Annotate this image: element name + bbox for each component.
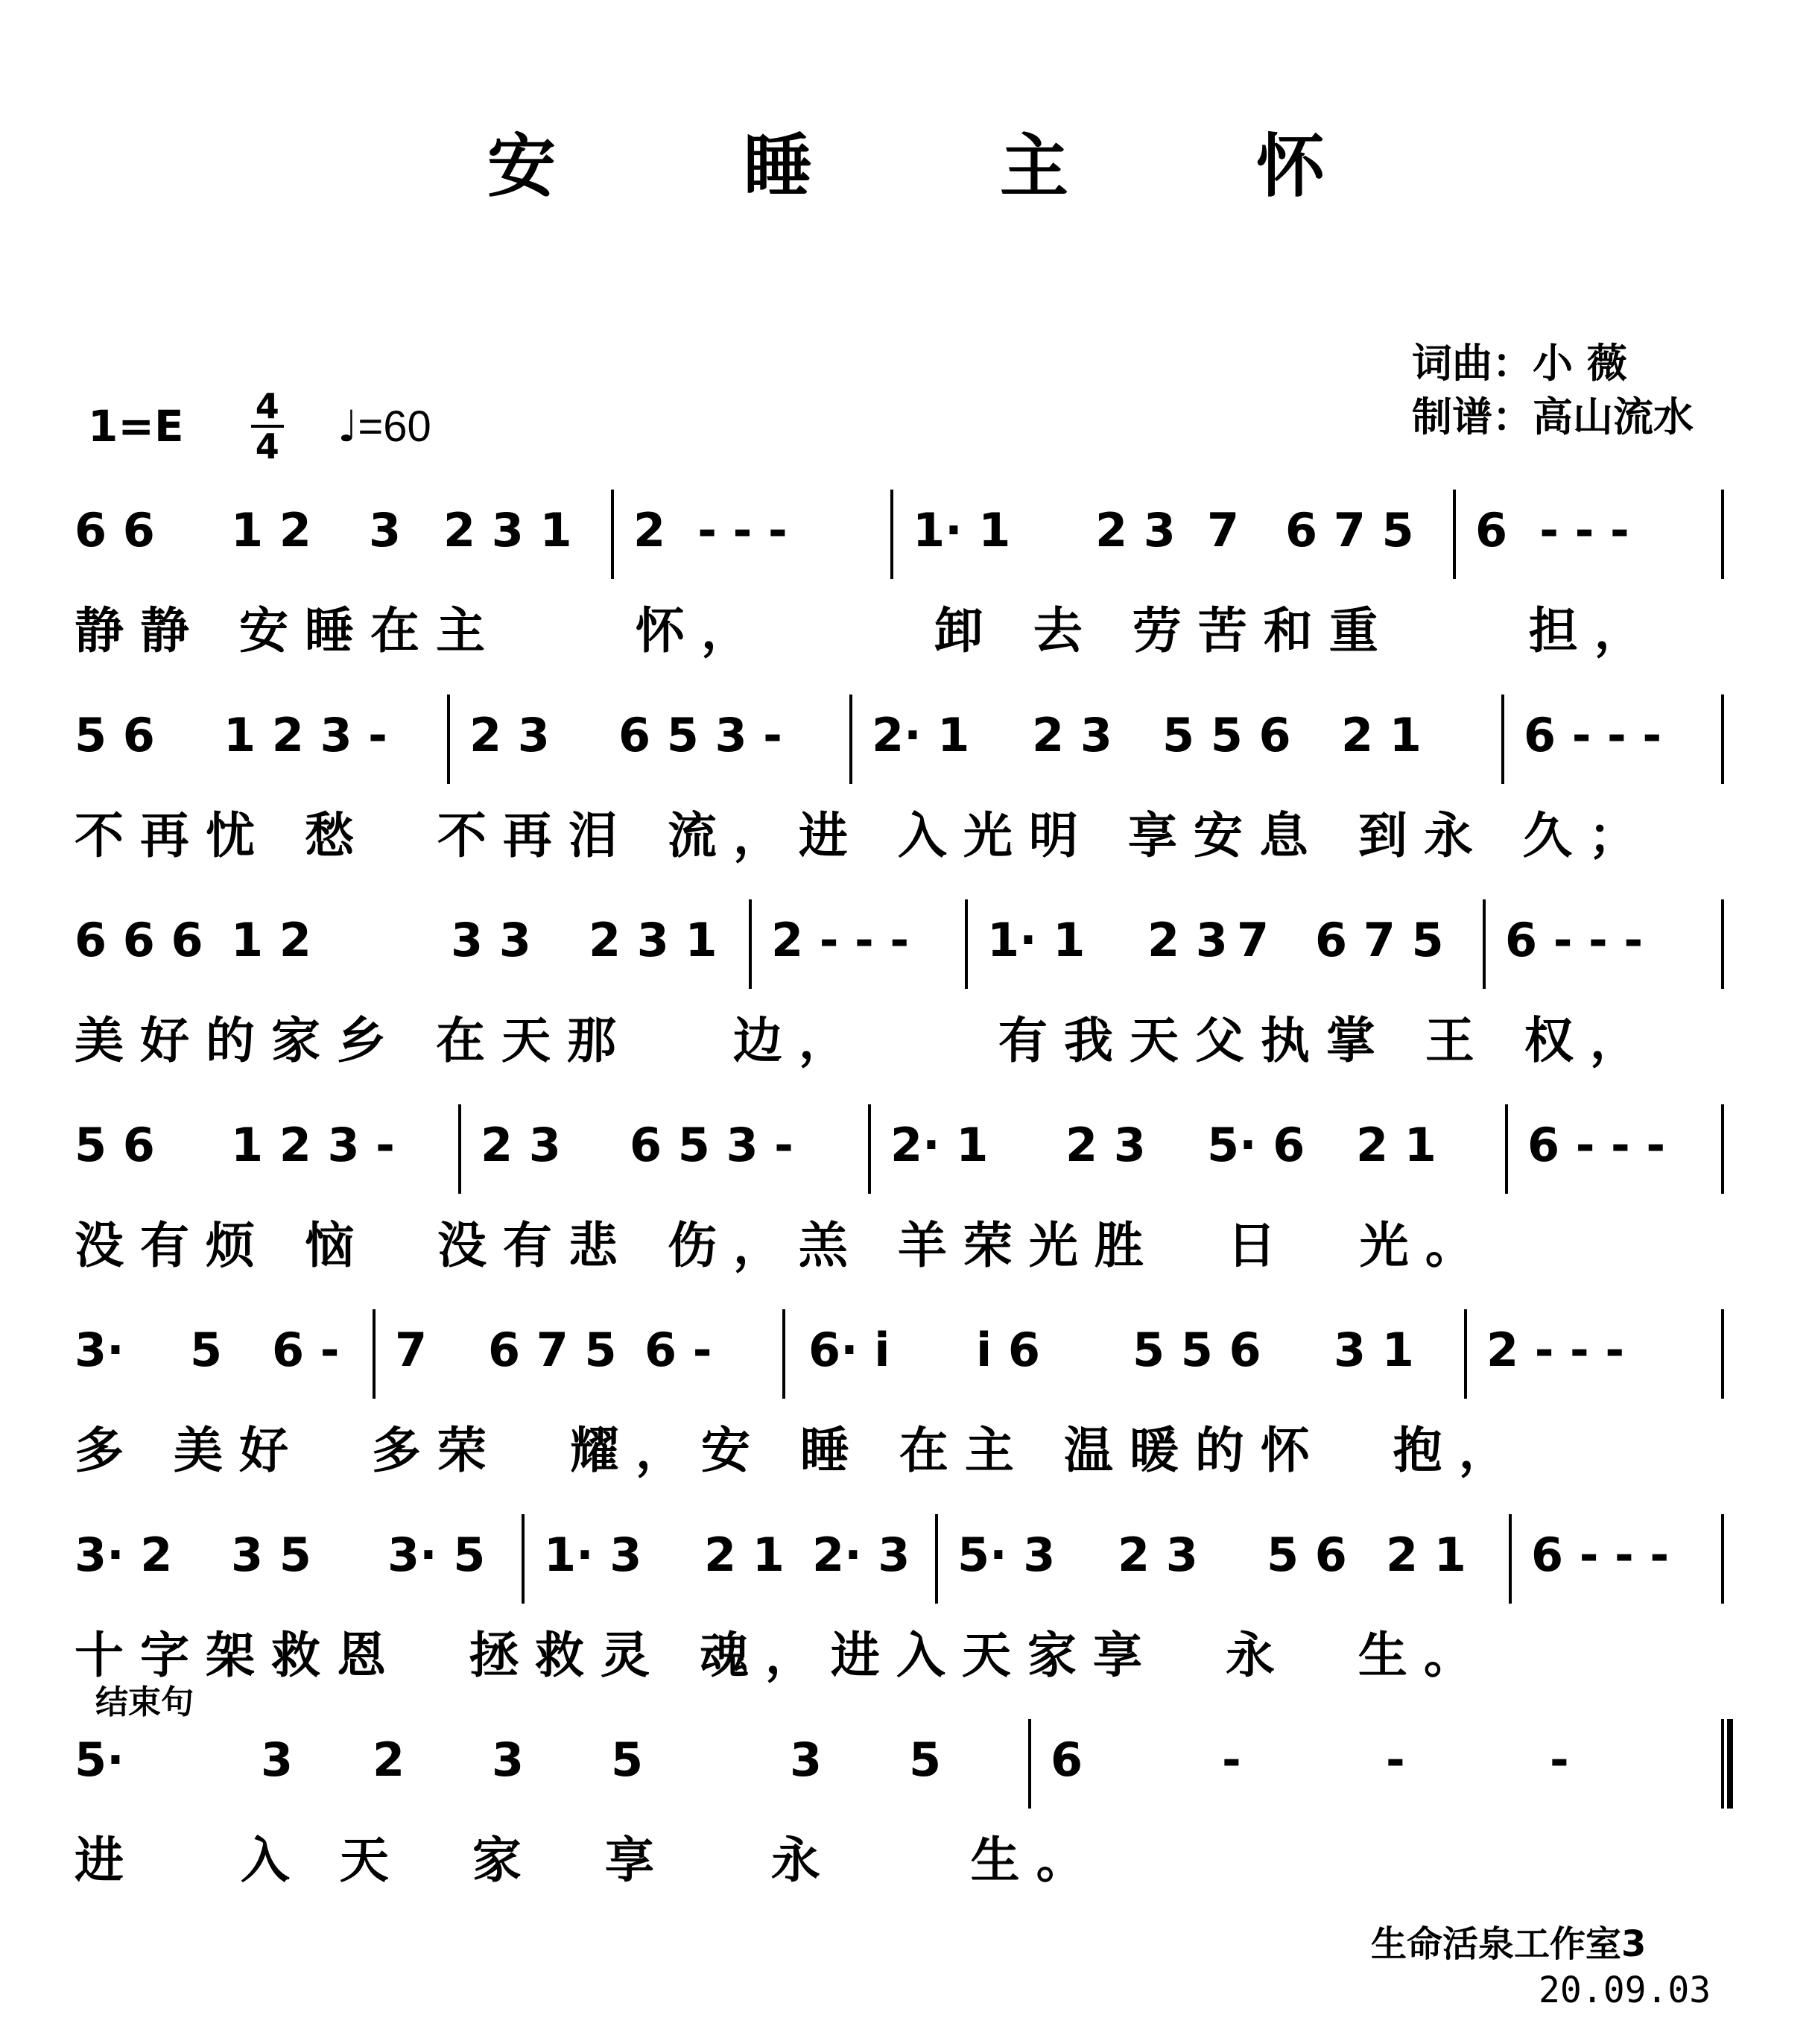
note-group: 5 5 6 [1132, 1323, 1261, 1377]
barline [1505, 1104, 1508, 1194]
barline [935, 1514, 938, 1604]
note-group: 7 [1237, 913, 1270, 967]
note-group: 2· 1 [872, 708, 970, 762]
barline [1721, 1514, 1724, 1604]
barline [782, 1309, 785, 1399]
time-signature-bottom: 4 [255, 426, 279, 466]
barline [1028, 1719, 1031, 1809]
notes-line [75, 503, 1758, 585]
note-group: i 6 [976, 1323, 1040, 1377]
barline [868, 1104, 871, 1194]
note-group: 6 - - - [1524, 708, 1662, 762]
note-group: 6 7 5 [1315, 913, 1444, 967]
note-group: 6· i [808, 1323, 890, 1377]
note-group: 5· [75, 1733, 124, 1787]
key-signature: 1=E [88, 401, 184, 452]
note-group: 6 7 5 [1285, 503, 1414, 557]
notes-line [75, 1733, 1758, 1814]
barline [1509, 1514, 1512, 1604]
note-group: 3 3 [451, 913, 531, 967]
final-barline [1721, 1719, 1733, 1809]
notes-line [75, 1118, 1758, 1200]
note-group: 2 - - - [633, 503, 788, 557]
barline [522, 1514, 525, 1604]
note-group: 2 3 [469, 708, 550, 762]
barline [749, 899, 752, 989]
note-group: 2 [373, 1733, 405, 1787]
note-group: 6 [1051, 1733, 1083, 1787]
time-signature-top: 4 [251, 387, 284, 428]
note-group: 5 [611, 1733, 644, 1787]
note-group: 5 5 6 [1162, 708, 1291, 762]
note-group: 6 6 [75, 503, 155, 557]
note-group: 2 1 [1386, 1528, 1466, 1582]
barline [1721, 694, 1724, 784]
notes-line [75, 708, 1758, 790]
note-group: 3 [790, 1733, 823, 1787]
note-group: 5 6 [75, 708, 155, 762]
barline [1721, 899, 1724, 989]
note-group: 3 [369, 503, 402, 557]
quarter-note-icon: ♩ [338, 401, 358, 452]
barline [890, 490, 893, 579]
barline [1483, 899, 1486, 989]
barline [1453, 490, 1456, 579]
note-group: 2 - - - [771, 913, 910, 967]
note-group: 1· 3 [544, 1528, 642, 1582]
note-group: 2 3 1 [443, 503, 572, 557]
note-group: 2 1 [704, 1528, 785, 1582]
note-group: 5 6 [75, 1118, 155, 1172]
notes-line [75, 1323, 1758, 1405]
note-group: 6 6 6 [75, 913, 203, 967]
barline [373, 1309, 376, 1399]
lyrics-music-credit: 词曲：小 薇 [1412, 340, 1627, 387]
note-group: 3· 5 [387, 1528, 486, 1582]
note-group: 7 [1207, 503, 1240, 557]
note-group: 5· 6 [1207, 1118, 1305, 1172]
note-group: 6 - - - [1531, 1528, 1670, 1582]
note-group: 6 - [644, 1323, 712, 1377]
studio-name: 生命活泉工作室3 [1371, 1923, 1647, 1965]
ending-label: 结束句 [95, 1683, 194, 1721]
barline [458, 1104, 461, 1194]
note-group: 2 1 [1356, 1118, 1436, 1172]
note-group: 2· 3 [812, 1528, 910, 1582]
barline [1721, 1104, 1724, 1194]
barline [611, 490, 614, 579]
note-group: 3· 2 [75, 1528, 173, 1582]
lyric-line: 美好的家乡 在天那 边， 有我天父执掌 王 权， [75, 1012, 1656, 1069]
note-group: - [1386, 1733, 1405, 1787]
note-group: 5 [190, 1323, 223, 1377]
note-group: - [1550, 1733, 1569, 1787]
note-group: 2 3 [1065, 1118, 1146, 1172]
barline [849, 694, 852, 784]
note-group: 1 2 [231, 503, 311, 557]
barline [965, 899, 968, 989]
note-group: 2 1 [1341, 708, 1422, 762]
note-group: 7 [395, 1323, 428, 1377]
note-group: 2 3 [1032, 708, 1112, 762]
note-group: 5 [909, 1733, 942, 1787]
publish-date: 20.09.03 [1539, 1969, 1711, 2011]
note-group: 2 3 [1118, 1528, 1198, 1582]
note-group: 2 3 [481, 1118, 561, 1172]
note-group: 2· 1 [890, 1118, 989, 1172]
note-group: 6 - - - [1527, 1118, 1666, 1172]
notes-line [75, 1528, 1758, 1610]
note-group: 1 2 [231, 913, 311, 967]
note-group: 2 3 1 [589, 913, 717, 967]
lyric-line: 没有烦 恼 没有悲 伤，羔 羊荣光胜 日 光。 [75, 1217, 1491, 1274]
note-group: 1 2 3 - [231, 1118, 395, 1172]
page-title: 安 睡 主 怀 [487, 127, 1407, 206]
note-group: 3 5 [231, 1528, 311, 1582]
note-group: 6 - - - [1475, 503, 1629, 557]
note-group: 2 - - - [1486, 1323, 1625, 1377]
note-group: 3 1 [1334, 1323, 1414, 1377]
note-group: 6 5 3 - [618, 708, 782, 762]
arranger-credit: 制谱：高山流水 [1412, 393, 1694, 440]
note-group: 2 3 [1147, 913, 1228, 967]
lyric-line: 不再忧 愁 不再泪 流，进 入光明 享安息 到永 久； [75, 807, 1654, 864]
note-group: 1· 1 [913, 503, 1011, 557]
note-group: 6 7 5 [488, 1323, 617, 1377]
lyric-line: 静静 安睡在主 怀， 卸 去 劳苦和重 担， [75, 602, 1660, 659]
note-group: 3 [492, 1733, 525, 1787]
note-group: 1 2 3 - [224, 708, 387, 762]
barline [1721, 1309, 1724, 1399]
footer [1371, 1921, 1711, 2013]
barline [1501, 694, 1504, 784]
note-group: 6 5 3 - [630, 1118, 793, 1172]
note-group: 3· [75, 1323, 124, 1377]
note-group: 5· 3 [957, 1528, 1056, 1582]
note-group: - [1222, 1733, 1241, 1787]
note-group: 3 [261, 1733, 294, 1787]
note-group: 6 - - - [1505, 913, 1644, 967]
barline [1721, 490, 1724, 579]
note-group: 1· 1 [987, 913, 1086, 967]
note-group: 2 3 [1095, 503, 1176, 557]
lyric-line: 多 美好 多荣 耀，安 睡 在主 温暖的怀 抱， [75, 1422, 1524, 1479]
note-group: 5 6 [1267, 1528, 1347, 1582]
notes-line [75, 913, 1758, 995]
note-group: 6 - [272, 1323, 340, 1377]
lyric-line: 十字架救恩 拯救灵 魂，进入天家享 永 生。 [75, 1627, 1489, 1684]
lyric-line: 进 入 天 家 享 永 生。 [75, 1832, 1102, 1889]
barline [447, 694, 450, 784]
barline [1464, 1309, 1467, 1399]
tempo-marking: =60 [358, 402, 431, 451]
